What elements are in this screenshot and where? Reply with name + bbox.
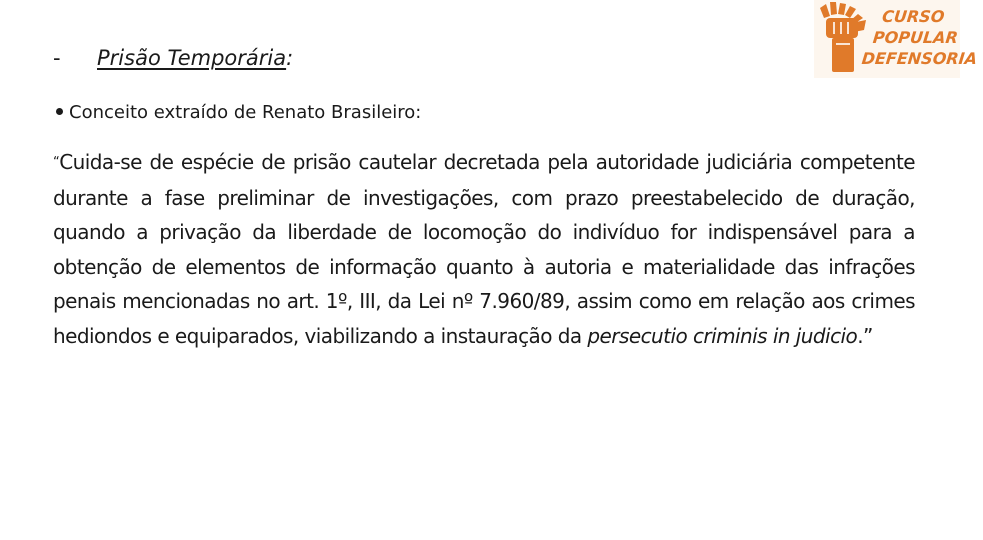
logo-text [861,6,983,69]
quote-text-end: .” [857,323,873,348]
curso-popular-defensoria-logo [814,0,979,78]
slide-heading [53,46,293,70]
heading-title: Prisão Temporária [97,46,287,70]
quote-open-mark: “ [53,155,60,170]
heading-dash: - [53,46,61,70]
quote-paragraph [53,145,915,353]
bullet-dot-icon [56,108,63,115]
quote-text-italic: persecutio criminis in judicio [587,323,858,348]
heading-colon: : [286,46,294,70]
logo-line-3: DEFENSORIA [860,49,979,68]
bullet-text: Conceito extraído de Renato Brasileiro: [69,102,422,123]
logo-line-2: POPULAR [872,28,959,47]
logo-line-1: CURSO [881,7,946,26]
bullet-item [56,102,421,123]
quote-text-main: Cuida-se de espécie de prisão cautelar decretada pela autoridade judiciária competente durante a fase preliminar de investigações, com prazo preestabelecido de duração, quando a privação da liberdade de locomoção do indivíduo for indispensável para a obtenção de elementos de informação quanto à autoria e materialidade das infrações penais mencionadas no art. 1º, III, da Lei nº 7.960/89, assim como em relação aos crimes hediondos e equiparados, viabilizando a instauração da [53,150,915,348]
